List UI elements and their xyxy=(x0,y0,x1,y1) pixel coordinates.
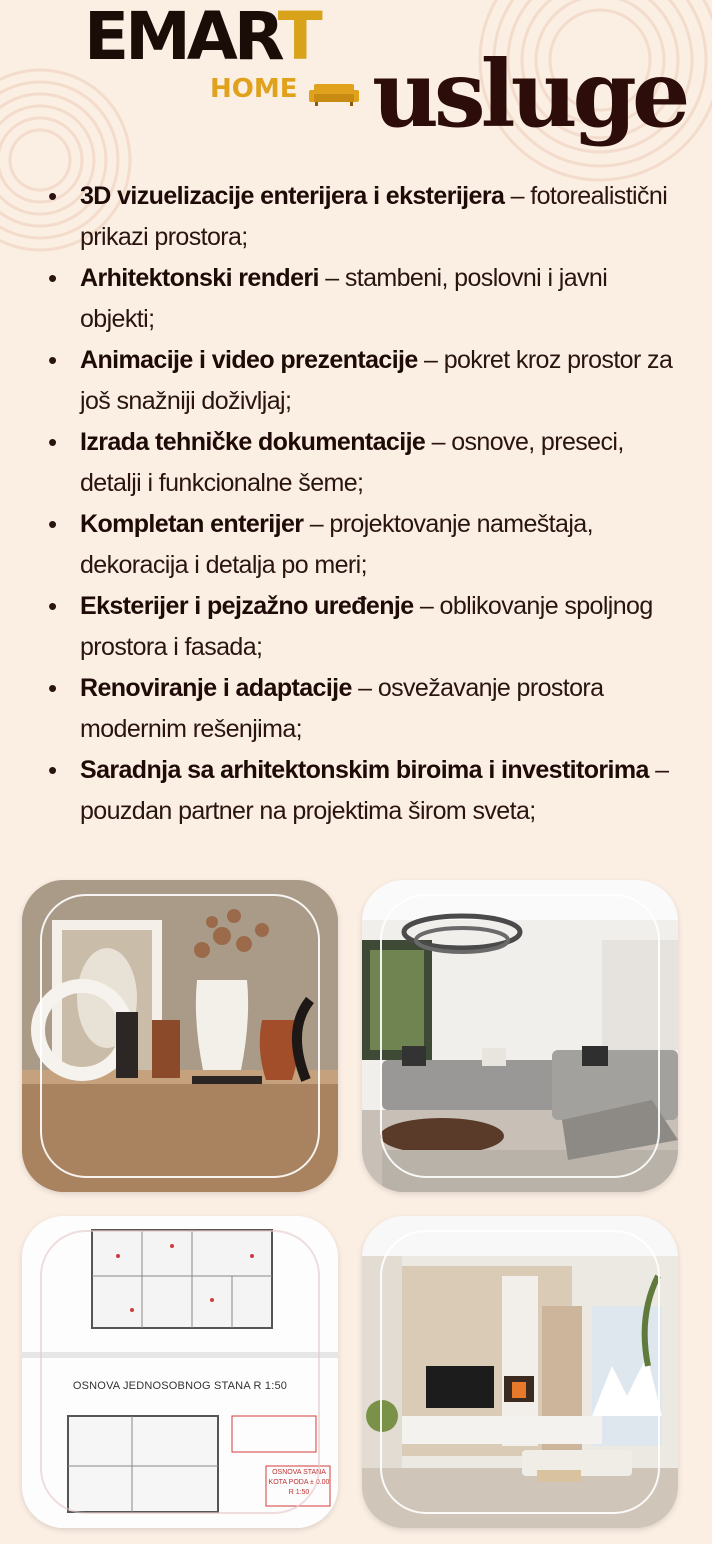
floor-plan-image[interactable] xyxy=(22,1216,338,1528)
list-item: • Kompletan enterijer – projektovanje nameštaja, dekoracija i detalja po meri; xyxy=(44,504,684,586)
plan-caption: OSNOVA JEDNOSOBNOG STANA R 1:50 xyxy=(72,1380,288,1392)
decor-render-image[interactable] xyxy=(22,880,338,1192)
list-item: • Izrada tehničke dokumentacije – osnove, preseci, detalji i funkcionalne šeme; xyxy=(44,422,684,504)
services-list xyxy=(44,176,684,832)
list-item: • Arhitektonski renderi – stambeni, poslovni i javni objekti; xyxy=(44,258,684,340)
brand-subtitle: HOME xyxy=(210,74,298,104)
page-title: usluge xyxy=(372,40,686,148)
list-item: • Animacije i video prezentacije – pokret kroz prostor za još snažniji doživljaj; xyxy=(44,340,684,422)
plan-stamp: OSNOVA STANA KOTA PODA ± 0.00 R 1:50 xyxy=(268,1469,330,1496)
brand-wordmark: EMART xyxy=(84,0,319,75)
list-item: • 3D vizuelizacije enterijera i eksterijera – fotorealistični prikazi prostora; xyxy=(44,176,684,258)
image-frame xyxy=(380,894,660,1178)
tv-wall-render-image[interactable] xyxy=(362,1216,678,1528)
brand-logo[interactable] xyxy=(84,0,364,108)
image-frame xyxy=(40,894,320,1178)
list-item: • Saradnja sa arhitektonskim biroima i investitorima – pouzdan partner na projektima širom sveta; xyxy=(44,750,684,832)
sofa-icon xyxy=(308,80,360,108)
image-frame xyxy=(40,1230,320,1514)
image-frame xyxy=(380,1230,660,1514)
living-room-render-image[interactable] xyxy=(362,880,678,1192)
list-item: • Renoviranje i adaptacije – osvežavanje prostora modernim rešenjima; xyxy=(44,668,684,750)
list-item: • Eksterijer i pejzažno uređenje – oblikovanje spoljnog prostora i fasada; xyxy=(44,586,684,668)
